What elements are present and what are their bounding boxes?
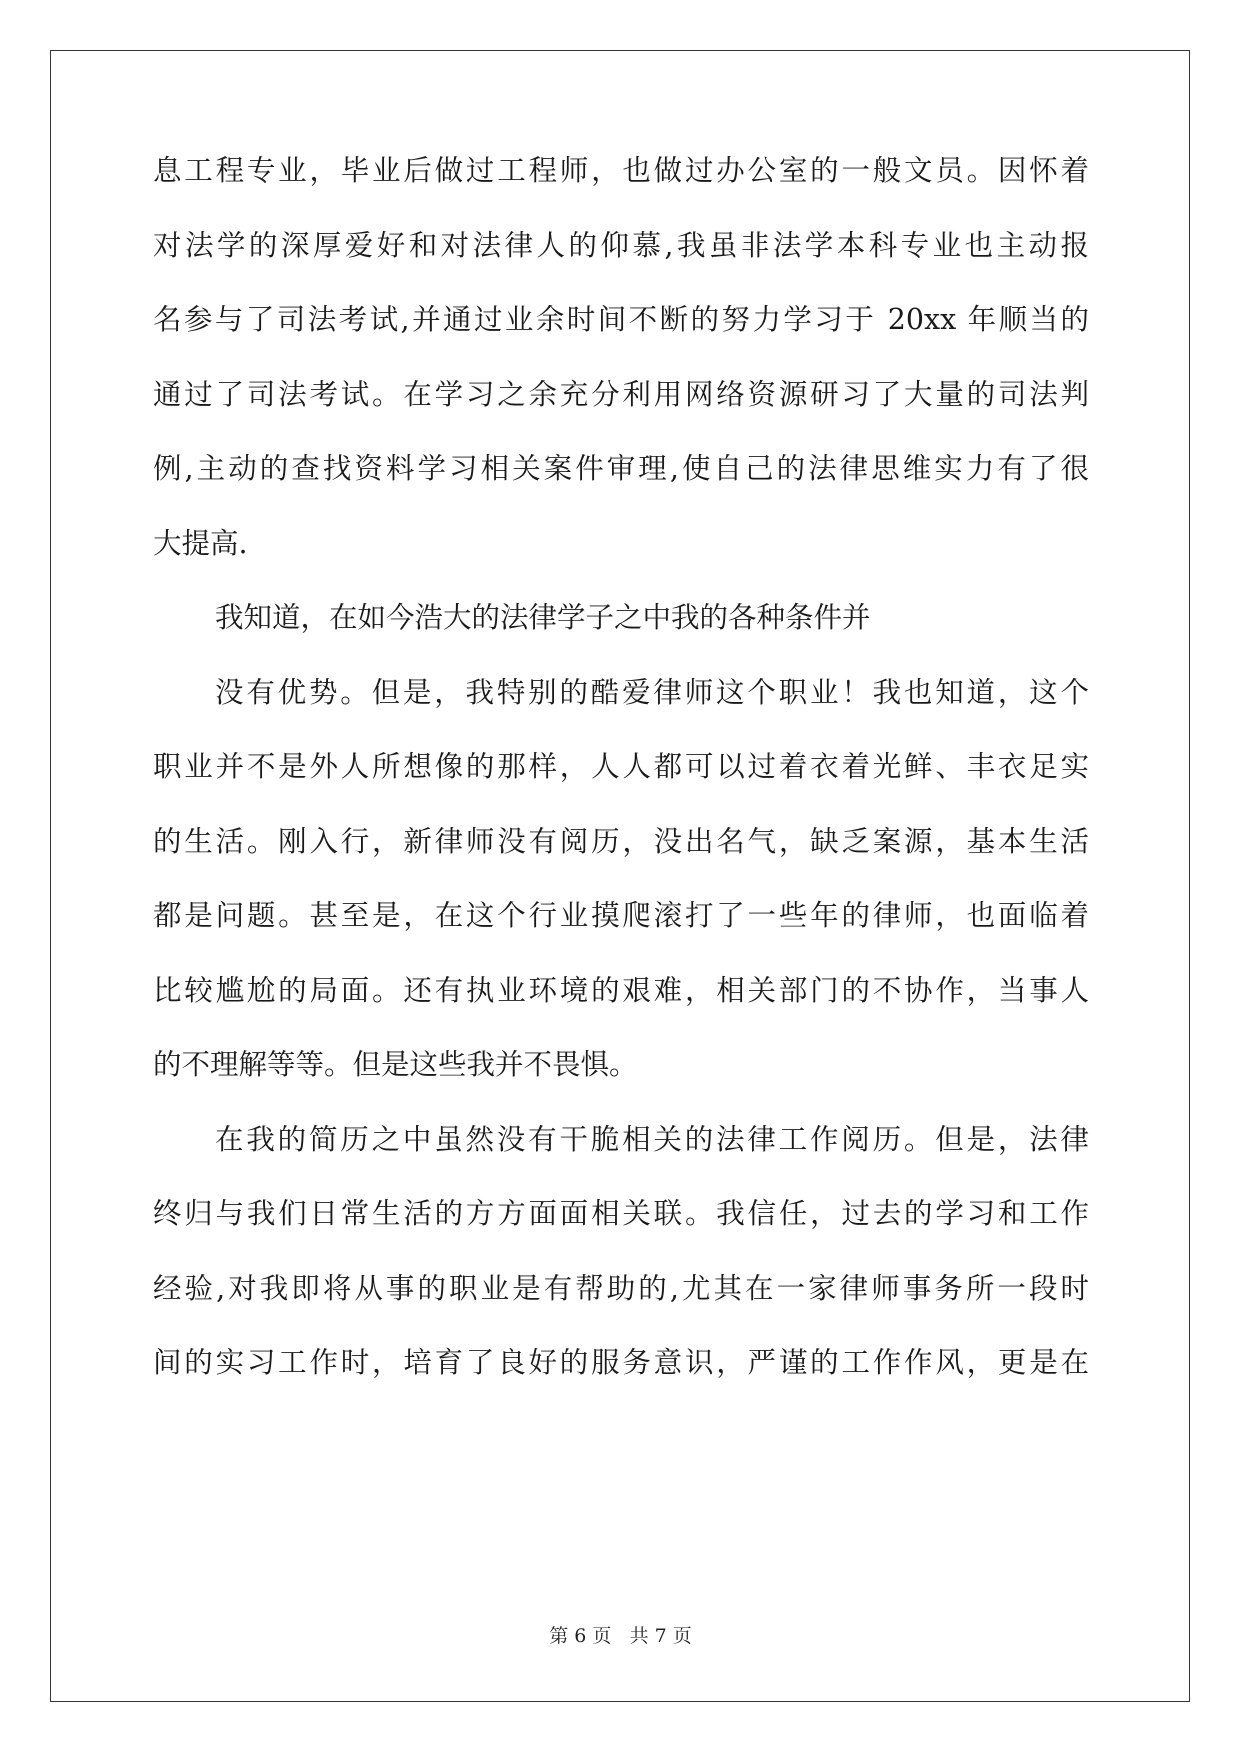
text-line: 没有优势。但是，我特别的酷爱律师这个职业！我也知道，这个 xyxy=(215,676,1089,709)
text-line: 间的实习工作时，培育了良好的服务意识，严谨的工作作风，更是在 xyxy=(153,1346,1089,1379)
text-line: 都是问题。甚至是，在这个行业摸爬滚打了一些年的律师，也面临着 xyxy=(153,899,1089,932)
text-line: 比较尴尬的局面。还有执业环境的艰难，相关部门的不协作，当事人 xyxy=(153,974,1089,1007)
text-line: 我知道，在如今浩大的法律学子之中我的各种条件并 xyxy=(215,601,871,634)
text-line: 经验,对我即将从事的职业是有帮助的,尤其在一家律师事务所一段时 xyxy=(153,1272,1089,1305)
page-border xyxy=(50,50,1190,1702)
text-line: 例,主动的查找资料学习相关案件审理,使自己的法律思维实力有了很 xyxy=(153,452,1089,485)
text-line: 息工程专业，毕业后做过工程师，也做过办公室的一般文员。因怀着 xyxy=(153,154,1089,187)
page-number: 第 6 页 xyxy=(549,1625,612,1647)
text-line: 职业并不是外人所想像的那样，人人都可以过着衣着光鲜、丰衣足实 xyxy=(153,750,1089,783)
text-line: 对法学的深厚爱好和对法律人的仰慕,我虽非法学本科专业也主动报 xyxy=(153,229,1089,262)
text-line: 终归与我们日常生活的方方面面相关联。我信任，过去的学习和工作 xyxy=(153,1197,1089,1230)
text-line: 在我的简历之中虽然没有干脆相关的法律工作阅历。但是，法律 xyxy=(215,1123,1089,1156)
text-line: 的生活。刚入行，新律师没有阅历，没出名气，缺乏案源，基本生活 xyxy=(153,825,1089,858)
page-total: 共 7 页 xyxy=(629,1625,692,1647)
text-line: 大提高. xyxy=(153,527,248,560)
text-line: 的不理解等等。但是这些我并不畏惧。 xyxy=(153,1048,638,1081)
page-footer xyxy=(0,1624,1241,1648)
text-line: 通过了司法考试。在学习之余充分利用网络资源研习了大量的司法判 xyxy=(153,378,1089,411)
text-line: 名参与了司法考试,并通过业余时间不断的努力学习于 20xx 年顺当的 xyxy=(153,303,1089,336)
